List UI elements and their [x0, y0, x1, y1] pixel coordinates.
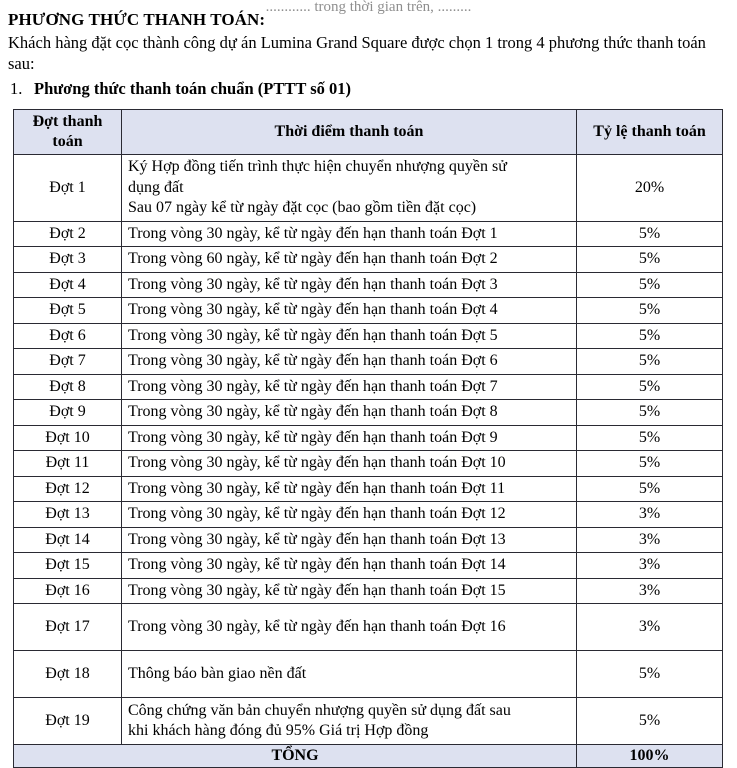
table-row	[14, 604, 723, 651]
cell-rate: 3%	[577, 604, 723, 651]
cell-phase: Đợt 12	[14, 476, 122, 502]
cell-time-line: Sau 07 ngày kể từ ngày đặt cọc (bao gồm tiền đặt cọc)	[128, 199, 477, 216]
page-title: PHƯƠNG THỨC THANH TOÁN:	[8, 10, 266, 29]
list-item	[10, 79, 737, 99]
cell-time-line: Ký Hợp đồng tiến trình thực hiện chuyển nhượng quyền sử	[128, 158, 507, 175]
cell-phase: Đợt 1	[14, 155, 122, 222]
cell-time: Trong vòng 60 ngày, kể từ ngày đến hạn thanh toán Đợt 2	[122, 247, 577, 273]
cell-time: Trong vòng 30 ngày, kể từ ngày đến hạn thanh toán Đợt 14	[122, 553, 577, 579]
cell-rate: 3%	[577, 527, 723, 553]
cell-rate: 5%	[577, 400, 723, 426]
cell-phase: Đợt 2	[14, 221, 122, 247]
table-header-row	[14, 110, 723, 155]
cell-time: Trong vòng 30 ngày, kể từ ngày đến hạn thanh toán Đợt 15	[122, 578, 577, 604]
cell-rate: 5%	[577, 451, 723, 477]
cell-time: Trong vòng 30 ngày, kể từ ngày đến hạn thanh toán Đợt 10	[122, 451, 577, 477]
cell-rate: 5%	[577, 698, 723, 745]
cell-time: Trong vòng 30 ngày, kể từ ngày đến hạn thanh toán Đợt 9	[122, 425, 577, 451]
table-row	[14, 578, 723, 604]
cell-time: Trong vòng 30 ngày, kể từ ngày đến hạn thanh toán Đợt 8	[122, 400, 577, 426]
column-header-time: Thời điểm thanh toán	[122, 110, 577, 155]
table-row	[14, 221, 723, 247]
intro-paragraph: Khách hàng đặt cọc thành công dự án Lumina Grand Square được chọn 1 trong 4 phương thức thanh toán sau:	[8, 33, 706, 73]
table-row	[14, 651, 723, 698]
cell-time	[122, 698, 577, 745]
cell-time: Trong vòng 30 ngày, kể từ ngày đến hạn thanh toán Đợt 12	[122, 502, 577, 528]
cell-phase: Đợt 8	[14, 374, 122, 400]
cell-rate: 5%	[577, 272, 723, 298]
cell-time: Trong vòng 30 ngày, kể từ ngày đến hạn thanh toán Đợt 5	[122, 323, 577, 349]
cell-phase: Đợt 6	[14, 323, 122, 349]
cell-phase: Đợt 7	[14, 349, 122, 375]
cell-phase: Đợt 5	[14, 298, 122, 324]
table-row	[14, 374, 723, 400]
total-label: TỔNG	[14, 745, 577, 768]
cell-time: Trong vòng 30 ngày, kể từ ngày đến hạn thanh toán Đợt 1	[122, 221, 577, 247]
cell-time: Thông báo bàn giao nền đất	[122, 651, 577, 698]
cell-time-line: dụng đất	[128, 178, 184, 196]
table-row	[14, 272, 723, 298]
cell-phase: Đợt 18	[14, 651, 122, 698]
cell-phase: Đợt 17	[14, 604, 122, 651]
cell-time: Trong vòng 30 ngày, kể từ ngày đến hạn thanh toán Đợt 4	[122, 298, 577, 324]
cell-phase: Đợt 19	[14, 698, 122, 745]
table-header	[14, 110, 723, 155]
payment-method-list	[0, 79, 737, 99]
cell-rate: 5%	[577, 323, 723, 349]
cell-time: Trong vòng 30 ngày, kể từ ngày đến hạn thanh toán Đợt 3	[122, 272, 577, 298]
table-row	[14, 400, 723, 426]
cell-rate: 5%	[577, 425, 723, 451]
cell-rate: 5%	[577, 349, 723, 375]
table-body	[14, 155, 723, 745]
table-row	[14, 298, 723, 324]
table-row	[14, 451, 723, 477]
cell-time: Trong vòng 30 ngày, kể từ ngày đến hạn thanh toán Đợt 16	[122, 604, 577, 651]
table-footer	[14, 745, 723, 768]
cell-time: Trong vòng 30 ngày, kể từ ngày đến hạn thanh toán Đợt 11	[122, 476, 577, 502]
cell-rate: 5%	[577, 298, 723, 324]
column-header-phase: Đợt thanh toán	[14, 110, 122, 155]
column-header-rate: Tỷ lệ thanh toán	[577, 110, 723, 155]
table-row	[14, 698, 723, 745]
cell-time: Trong vòng 30 ngày, kể từ ngày đến hạn thanh toán Đợt 7	[122, 374, 577, 400]
table-row	[14, 247, 723, 273]
cell-phase: Đợt 10	[14, 425, 122, 451]
total-rate: 100%	[577, 745, 723, 768]
cell-time	[122, 155, 577, 222]
cell-phase: Đợt 4	[14, 272, 122, 298]
table-row	[14, 553, 723, 579]
list-item-label: Phương thức thanh toán chuẩn (PTTT số 01)	[34, 79, 351, 98]
cell-time-line: Công chứng văn bản chuyển nhượng quyền sử dụng đất sau	[128, 701, 511, 719]
table-row	[14, 502, 723, 528]
cell-phase: Đợt 11	[14, 451, 122, 477]
cell-phase: Đợt 15	[14, 553, 122, 579]
cell-phase: Đợt 14	[14, 527, 122, 553]
table-row	[14, 323, 723, 349]
cell-time: Trong vòng 30 ngày, kể từ ngày đến hạn thanh toán Đợt 6	[122, 349, 577, 375]
cell-rate: 5%	[577, 476, 723, 502]
cell-rate: 5%	[577, 247, 723, 273]
table-row	[14, 155, 723, 222]
cell-phase: Đợt 3	[14, 247, 122, 273]
table-row	[14, 425, 723, 451]
cell-rate: 3%	[577, 502, 723, 528]
payment-schedule-table	[13, 109, 723, 768]
clipped-top-text: ............ trong thời gian trên, .........	[265, 0, 472, 15]
cell-rate: 5%	[577, 374, 723, 400]
cell-time: Trong vòng 30 ngày, kể từ ngày đến hạn thanh toán Đợt 13	[122, 527, 577, 553]
cell-rate: 3%	[577, 553, 723, 579]
cell-rate: 5%	[577, 221, 723, 247]
cell-phase: Đợt 9	[14, 400, 122, 426]
table-row	[14, 527, 723, 553]
table-row	[14, 476, 723, 502]
table-total-row	[14, 745, 723, 768]
cell-time-line: khi khách hàng đóng đủ 95% Giá trị Hợp đồng	[128, 722, 429, 739]
cell-phase: Đợt 13	[14, 502, 122, 528]
cell-rate: 20%	[577, 155, 723, 222]
list-item-number: 1.	[10, 79, 23, 98]
cell-rate: 5%	[577, 651, 723, 698]
cell-phase: Đợt 16	[14, 578, 122, 604]
table-row	[14, 349, 723, 375]
cell-rate: 3%	[577, 578, 723, 604]
